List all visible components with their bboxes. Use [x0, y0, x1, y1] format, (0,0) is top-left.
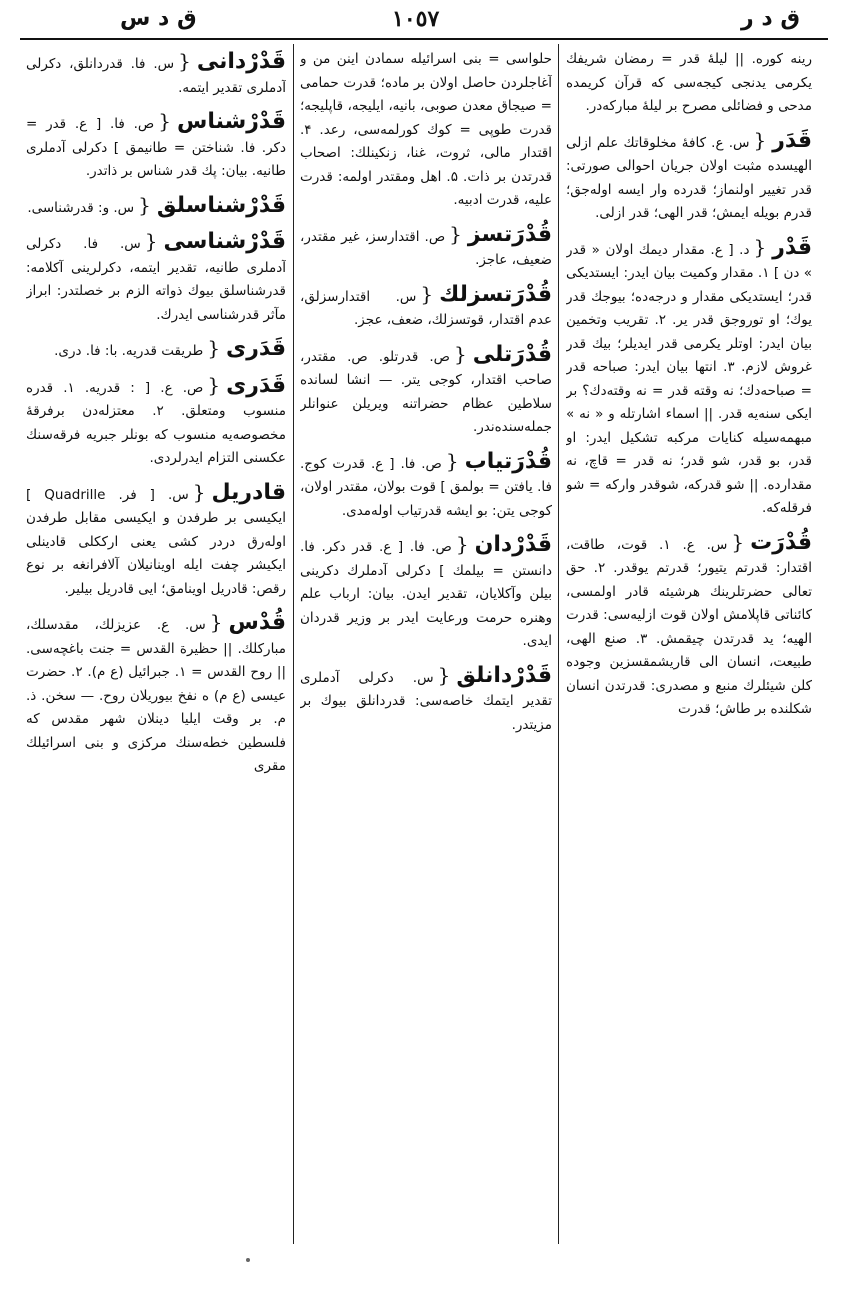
entry-headword: قَدْر — [772, 234, 812, 260]
entry-definition: س. دکرلی آدملری تقدیر ایتمك خاصه‌سی: قدردانلق بیوك بر مزیتدر. — [300, 669, 552, 733]
entry-brace: { — [158, 109, 171, 133]
entry-brace: { — [449, 221, 462, 246]
entry-definition: ص. فا. [ ع. قدر دکر. فا. دانستن = بیلمك ] دکرلی آدملرك دکرینی بیلن وآکلایان، تقدیر ایدن. بیان: ارباب علم وهنره حرمت ورعایت ایدر بر وزیر قدردان ایدی. — [300, 539, 552, 649]
entry-headword: قادریل — [211, 479, 286, 505]
entry-definition: س. اقتدارسزلق، عدم اقتدار، قوتسزلك، ضعف، عجز. — [300, 288, 552, 328]
dictionary-entry — [26, 228, 286, 327]
column-separator-left — [293, 44, 294, 1244]
dictionary-entry — [300, 531, 552, 654]
entry-brace: { — [209, 610, 223, 634]
entry-brace: { — [753, 234, 767, 259]
header-left-letters: ق د س — [120, 6, 197, 31]
entry-brace: { — [453, 341, 467, 366]
dictionary-entry — [566, 234, 812, 521]
dictionary-entry — [26, 192, 286, 221]
dictionary-entry — [26, 609, 286, 779]
entry-headword: قَدْرْدانلق — [456, 662, 552, 688]
dictionary-entry — [26, 372, 286, 471]
dictionary-entry — [300, 221, 552, 273]
dictionary-entry — [26, 335, 286, 364]
entry-definition: س. ع. ۱. قوت، طاقت، اقتدار: قدرتم یتیور؛ قدرتم یوقدر. ۲. حق تعالی حضرتلرینك هرشیئه قادر اولمسی، کائناتی قاپلامش اولان قوت ازلیه‌سی: قدرت الهیه؛ ید قدرتدن چیقمش. ۳. صنع الهی، طبیعت، انسان الی قاریشمقسزین وجوده کلن شیئلرك منبع و مصدری: قدرتدن انسان شکلنده بر طاش؛ قدرت — [566, 536, 812, 717]
dictionary-entry — [26, 108, 286, 184]
entry-headword: قَدْرْشناس — [176, 109, 286, 134]
entry-brace: { — [753, 127, 767, 152]
entry-headword: قَدْرْدانی — [196, 49, 286, 74]
entry-headword: قُدْس — [228, 610, 286, 635]
entry-definition: ص. فا. [ ع. قدرت کوج. فا. یافتن = بولمق ] قوت بولان، مقتدر اولان، کوجی یتن: بو ایشه قدرتیاب اوله‌مدی. — [300, 455, 552, 519]
dictionary-entry — [300, 662, 552, 738]
column-left — [26, 48, 286, 1248]
entry-brace: { — [192, 479, 206, 504]
entry-brace: { — [207, 336, 221, 360]
entry-definition: ص. قدرتلو. ص. مقتدر، صاحب اقتدار، کوجی یتر. — انشا لسانده سلاطین عظام حضراتنه ویریلن عنوانلر جمله‌سنده‌ندر. — [300, 348, 552, 435]
entry-headword: قُدْرَتیاب — [464, 448, 552, 474]
dictionary-entry — [566, 529, 812, 722]
entry-headword: قَدْرْشناسلق — [156, 192, 286, 218]
entry-headword: قُدْرَتسز — [467, 221, 552, 247]
dictionary-entry — [300, 341, 552, 440]
entry-definition: س. ع. عزیزلك، مقدسلك، مبارکلك. || حظیرة القدس = جنت باغچه‌سی. || روح القدس = ۱. جبرائیل (ع م). ۲. حضرت عیسی (ع م) ه نفخ بیوریلان روح. — سخن. ذ. م. بر وقت ایلیا دینلان شهر مقدس که فلسطین خطه‌سنك مرکزی و بنی اسرائیلك مقری — [26, 617, 286, 774]
column-middle — [300, 48, 552, 1248]
page-number: ١٠٥٧ — [392, 6, 440, 32]
entry-definition: س. [ فر. Quadrille ] ایکیسی بر طرفدن و ایکیسی مقابل طرفدن اوله‌رق دردر کشی یعنی ارککلی قادینلی ایکیشر چفت ایله اوینانیلان آلافرانغه بر نوع رقص: قادریل اوینامق؛ ایی قادریل بیلیر. — [26, 486, 286, 597]
entry-definition: س. و: قدرشناسی. — [27, 199, 135, 216]
entry-headword: قَدْرْشناسی — [163, 229, 286, 254]
entry-brace: { — [455, 532, 469, 556]
entry-brace: { — [420, 281, 434, 306]
footer-mark — [246, 1258, 250, 1262]
entry-brace: { — [731, 529, 745, 554]
entry-brace: { — [445, 448, 459, 473]
dictionary-entry — [300, 281, 552, 333]
entry-brace: { — [144, 229, 158, 253]
entry-definition: س. فا. قدردانلق، دکرلی آدملری تقدیر ایتمه. — [26, 56, 286, 96]
dictionary-entry — [26, 479, 286, 602]
entry-definition: ص. اقتدارسز، غیر مقتدر، ضعیف، عاجز. — [300, 228, 552, 268]
entry-definition: حلواسی = بنی اسرائیله سمادن اینن من و آغاجلردن حاصل اولان بر ماده؛ قدرت حمامی = صیجاق معدن صوبی، بانیه، ایلیجه، قاپلیجه؛ قدرت طوپی = کوك کورلمه‌سی، رعد. ۴. اقتدار مالی، ثروت، غنا، زنکینلك: اصحاب قدرتدن بر ذات. ۵. اهل ومقتدر اولمه: قدرت علیه، قدرت ادبیه. — [300, 51, 552, 208]
entry-definition: ص. فا. [ ع. قدر = دکر. فا. شناختن = طانیمق ] دکرلی آدملری طانیه. بیان: پك قدر شناس بر ذاتدر. — [26, 116, 286, 179]
entry-headword: قَدَری — [226, 336, 286, 361]
dictionary-entry — [26, 48, 286, 100]
entry-brace: { — [207, 372, 221, 397]
entry-headword: قُدْرَتلی — [472, 341, 552, 367]
entry-definition: د. [ ع. مقدار دیمك اولان « قدر » دن ] ۱. مقدار وکمیت بیان ایدر: ایستدیکی قدر؛ ایستدیکی مقدار و درجه‌ده؛ بیوجك قدر یوك؛ او توروجق قدر یر. ۲. تقریب وتخمین بیان ایدر: اوتلر یکرمی قدر ایدیلر؛ بیك قدر غروش لازم. ۳. انتها بیان ایدر: صباحه قدر = صباحه‌دك؛ نه وقته قدر = نه وقته‌دك؟ بر ایکی سنه‌یه قدر. || اسماء اشارتله و « نه » مبهمه‌سیله کنایات مرکبه تشکیل ایدر: او قدر، بو قدر، شو قدر؛ نه قدر = قاچ، نه مقدارده. || شو قدرکه، شوقدر وارکه = شو فرقله‌که. — [566, 241, 812, 516]
entry-headword: قُدْرَت — [750, 529, 812, 555]
entry-brace: { — [138, 192, 151, 217]
dictionary-entry — [566, 127, 812, 226]
entry-definition: ص. ع. [ : قدریه. ۱. قدره منسوب ومتعلق. ۲. معتزله‌دن برفرقهٔ مخصوصه‌یه منسوب که بونلر جبریه فرقه‌سنك عکسنی التزام ایدرلردی. — [26, 379, 286, 466]
entry-brace: { — [178, 49, 191, 73]
dictionary-entry — [300, 448, 552, 524]
dictionary-entry — [566, 48, 812, 119]
dictionary-entry — [300, 48, 552, 213]
entry-headword: قَدَری — [226, 372, 286, 398]
entry-brace: { — [437, 662, 451, 687]
entry-headword: قُدْرَتسزلك — [439, 281, 552, 307]
header-right-letters: ق د ر — [741, 6, 800, 31]
entry-definition: رینه کوره. || لیلهٔ قدر = رمضان شریفك یکرمی یدنجی کیجه‌سی که قرآن کریمده مدحی و فضائلی مصرح بر لیلهٔ مبارکه‌در. — [566, 51, 812, 114]
entry-headword: قَدَر — [772, 127, 812, 153]
header-rule — [20, 38, 828, 40]
entry-definition: س. ع. کافهٔ مخلوقاتك علم ازلی الهیسده مثبت اولان جریان احوالی صورتی: قدر تغییر اولنماز؛ قدرده وار ایسه اوله‌جق؛ قدرم بویله ایمش؛ قدر الهی؛ قدر ازلی. — [566, 134, 812, 221]
entry-definition: س. فا. دکرلی آدملری طانیه، تقدیر ایتمه، دکرلرینی آکلامه: قدرشناسلق بیوك ذواته الزم بر خصلتدر: ابراز مآثر قدرشناسی ایدرك. — [26, 236, 286, 323]
column-separator-right — [558, 44, 559, 1244]
column-right — [566, 48, 812, 1248]
page-header — [20, 4, 828, 38]
entry-headword: قَدْرْدان — [474, 532, 552, 557]
entry-definition: طریقت قدریه. با: فا. دری. — [54, 343, 204, 359]
